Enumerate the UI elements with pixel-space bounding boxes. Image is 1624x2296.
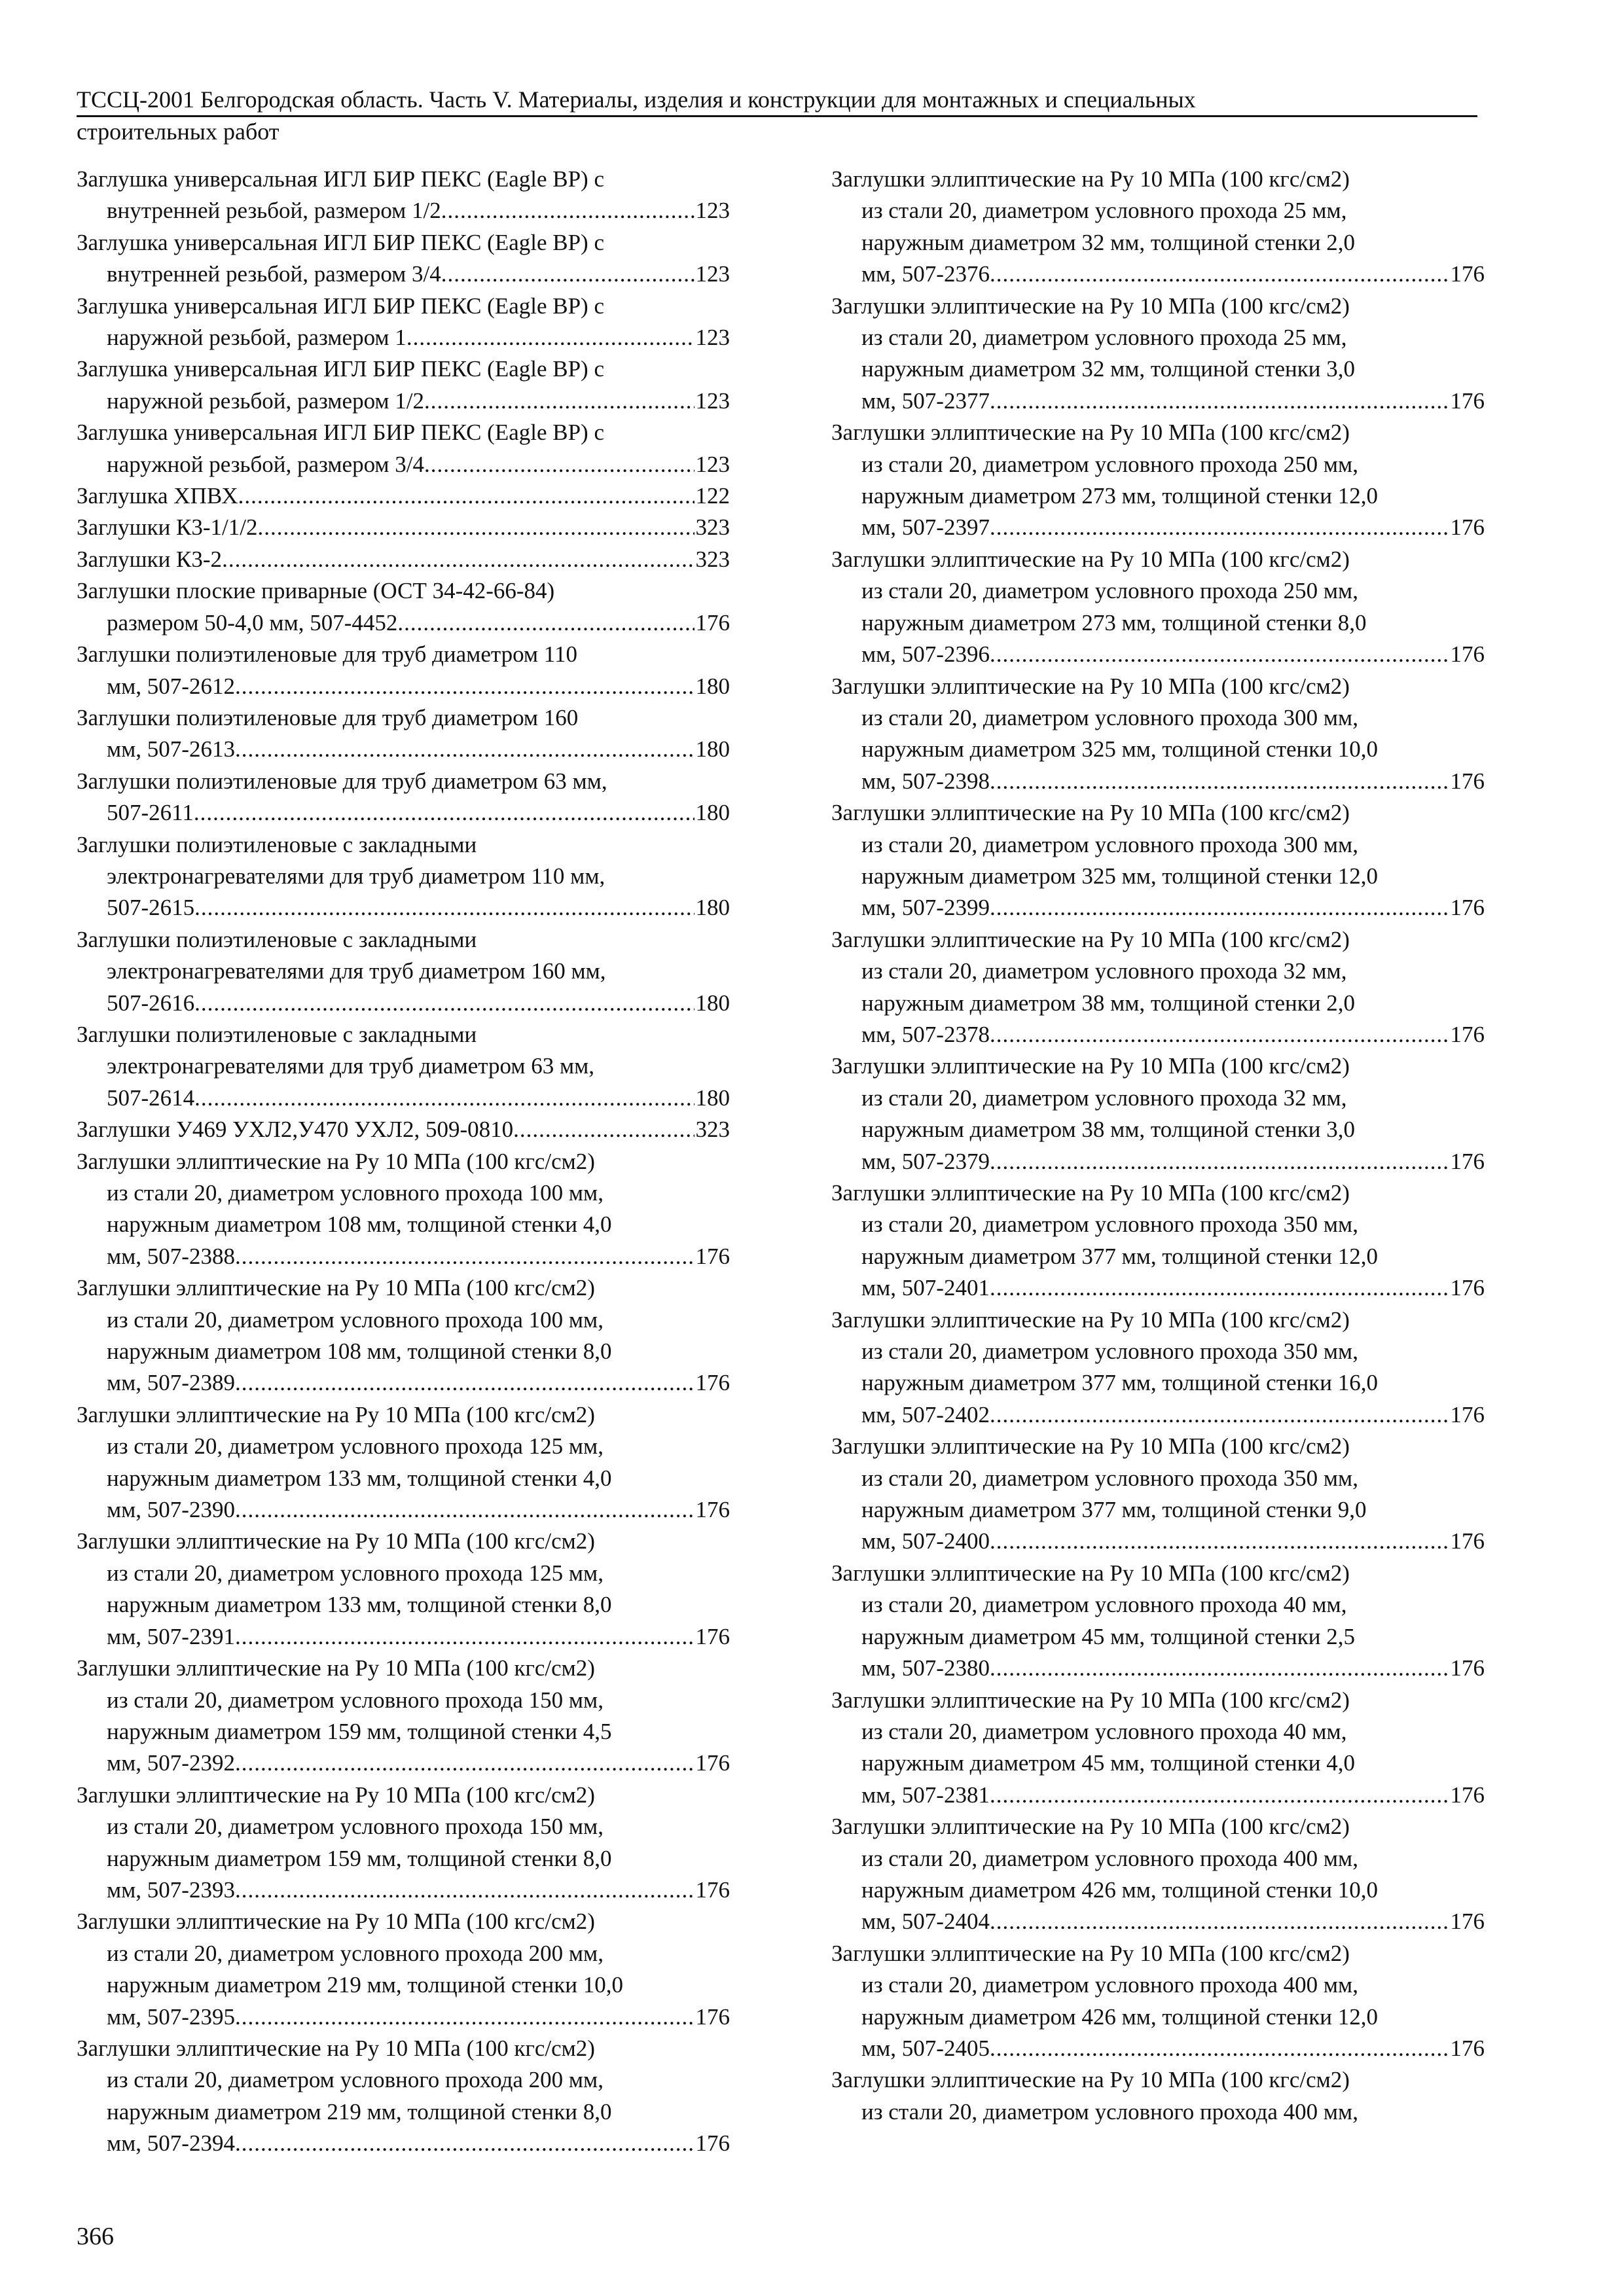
entry-text-line: электронагревателями для труб диаметром 63 мм, bbox=[107, 1053, 595, 1079]
entry-text-line: Заглушки полиэтиленовые с закладными bbox=[77, 831, 477, 857]
entry-page-number: 176 bbox=[1450, 387, 1485, 414]
entry-page-number: 176 bbox=[1450, 1148, 1485, 1174]
dot-leader bbox=[235, 1874, 695, 1906]
dot-leader bbox=[990, 766, 1449, 797]
entry-text-line: мм, 507-2397 bbox=[861, 514, 990, 541]
dot-leader bbox=[990, 2033, 1449, 2064]
entry-text-line: Заглушки эллиптические на Ру 10 МПа (100 кгс/см2) bbox=[831, 166, 1350, 192]
entry-text-line: наружным диаметром 426 мм, толщиной стенки 12,0 bbox=[861, 2003, 1378, 2030]
entry-text-line: Заглушки эллиптические на Ру 10 МПа (100 кгс/см2) bbox=[77, 1148, 595, 1174]
entry-text-line: мм, 507-2398 bbox=[861, 768, 990, 794]
entry-text-line: мм, 507-2380 bbox=[861, 1655, 990, 1681]
dot-leader bbox=[235, 1494, 695, 1526]
index-entry bbox=[831, 417, 1485, 544]
dot-leader bbox=[990, 386, 1449, 417]
index-entry bbox=[831, 1685, 1485, 1812]
entry-page-number: 180 bbox=[695, 990, 730, 1016]
entry-text-line: Заглушки полиэтиленовые для труб диаметром 110 bbox=[77, 641, 578, 668]
entry-text-line: Заглушки полиэтиленовые для труб диаметром 160 bbox=[77, 704, 579, 730]
index-entry bbox=[831, 291, 1485, 418]
entry-text-line: мм, 507-2612 bbox=[107, 673, 235, 699]
entry-text-line: мм, 507-2391 bbox=[107, 1623, 235, 1649]
entry-text-line: наружным диаметром 273 мм, толщиной стенки 12,0 bbox=[861, 483, 1378, 509]
entry-text-line: 507-2614 bbox=[107, 1085, 195, 1111]
index-entry bbox=[77, 1272, 730, 1399]
dot-leader bbox=[424, 449, 694, 480]
entry-text-line: электронагревателями для труб диаметром 160 мм, bbox=[107, 958, 606, 984]
entry-text-line: из стали 20, диаметром условного прохода 400 мм, bbox=[861, 2098, 1358, 2125]
index-column-right bbox=[831, 164, 1485, 2128]
entry-page-number: 176 bbox=[695, 2003, 730, 2030]
entry-page-number: 176 bbox=[1450, 261, 1485, 287]
entry-page-number: 176 bbox=[695, 2130, 730, 2157]
entry-text-line: Заглушка универсальная ИГЛ БИР ПЕКС (Eagle BP) с bbox=[77, 293, 604, 319]
entry-text-line: мм, 507-2393 bbox=[107, 1876, 235, 1903]
dot-leader bbox=[990, 1019, 1449, 1050]
entry-text-line: Заглушки К3-2 bbox=[77, 546, 223, 572]
entry-text-line: из стали 20, диаметром условного прохода 300 мм, bbox=[861, 831, 1358, 857]
entry-page-number: 176 bbox=[695, 1623, 730, 1649]
dot-leader bbox=[194, 797, 695, 829]
dot-leader bbox=[990, 1526, 1449, 1557]
entry-text-line: мм, 507-2399 bbox=[861, 895, 990, 921]
dot-leader bbox=[194, 988, 694, 1019]
index-entry bbox=[77, 1399, 730, 1526]
index-entry bbox=[77, 1906, 730, 2033]
dot-leader bbox=[513, 1114, 694, 1145]
index-entry bbox=[831, 671, 1485, 798]
dot-leader bbox=[990, 1146, 1449, 1177]
index-entry bbox=[831, 164, 1485, 291]
dot-leader bbox=[441, 195, 695, 226]
entry-text-line: из стали 20, диаметром условного прохода 25 мм, bbox=[861, 325, 1347, 351]
dot-leader bbox=[990, 1399, 1449, 1431]
entry-text-line: Заглушка ХПВХ bbox=[77, 483, 238, 509]
entry-page-number: 176 bbox=[1450, 768, 1485, 794]
index-entry bbox=[831, 797, 1485, 924]
entry-text-line: из стали 20, диаметром условного прохода 200 мм, bbox=[107, 2067, 604, 2093]
entry-text-line: наружным диаметром 377 мм, толщиной стенки 12,0 bbox=[861, 1243, 1378, 1269]
entry-text-line: из стали 20, диаметром условного прохода 150 мм, bbox=[107, 1814, 604, 1840]
entry-text-line: мм, 507-2378 bbox=[861, 1021, 990, 1047]
page-header bbox=[77, 85, 1477, 146]
index-entry bbox=[77, 164, 730, 227]
entry-text-line: из стали 20, диаметром условного прохода 25 мм, bbox=[861, 198, 1347, 224]
entry-text-line: мм, 507-2389 bbox=[107, 1370, 235, 1396]
entry-text-line: Заглушка универсальная ИГЛ БИР ПЕКС (Eagle BP) с bbox=[77, 356, 604, 382]
entry-page-number: 176 bbox=[695, 609, 730, 636]
index-entry bbox=[831, 1431, 1485, 1558]
dot-leader bbox=[235, 2001, 695, 2033]
entry-text-line: мм, 507-2376 bbox=[861, 261, 990, 287]
index-entry bbox=[77, 924, 730, 1019]
entry-text-line: Заглушка универсальная ИГЛ БИР ПЕКС (Eagle BP) с bbox=[77, 420, 604, 446]
dot-leader bbox=[990, 259, 1449, 290]
entry-text-line: из стали 20, диаметром условного прохода 150 мм, bbox=[107, 1687, 604, 1713]
entry-page-number: 176 bbox=[1450, 1275, 1485, 1301]
entry-page-number: 176 bbox=[1450, 1909, 1485, 1935]
entry-text-line: наружным диаметром 219 мм, толщиной стенки 10,0 bbox=[107, 1972, 623, 1998]
entry-page-number: 122 bbox=[695, 483, 730, 509]
entry-text-line: из стали 20, диаметром условного прохода 125 мм, bbox=[107, 1560, 604, 1586]
entry-text-line: наружным диаметром 133 мм, толщиной стенки 8,0 bbox=[107, 1592, 612, 1618]
entry-page-number: 123 bbox=[695, 261, 730, 287]
entry-text-line: наружной резьбой, размером 1/2 bbox=[107, 387, 425, 414]
entry-page-number: 176 bbox=[1450, 641, 1485, 668]
entry-page-number: 176 bbox=[1450, 1782, 1485, 1808]
entry-text-line: из стали 20, диаметром условного прохода 400 мм, bbox=[861, 1972, 1358, 1998]
index-entry bbox=[77, 766, 730, 829]
entry-text-line: мм, 507-2401 bbox=[861, 1275, 990, 1301]
index-entry bbox=[77, 512, 730, 543]
entry-text-line: наружным диаметром 377 мм, толщиной стенки 16,0 bbox=[861, 1370, 1378, 1396]
entry-page-number: 123 bbox=[695, 198, 730, 224]
index-entry bbox=[77, 353, 730, 417]
entry-text-line: Заглушки эллиптические на Ру 10 МПа (100 кгс/см2) bbox=[831, 1687, 1350, 1713]
entry-text-line: из стали 20, диаметром условного прохода 350 мм, bbox=[861, 1338, 1358, 1365]
entry-text-line: Заглушка универсальная ИГЛ БИР ПЕКС (Eagle BP) с bbox=[77, 229, 604, 255]
entry-text-line: из стали 20, диаметром условного прохода 350 мм, bbox=[861, 1211, 1358, 1238]
dot-leader bbox=[397, 607, 694, 639]
entry-page-number: 180 bbox=[695, 800, 730, 826]
index-entry bbox=[77, 829, 730, 924]
entry-text-line: электронагревателями для труб диаметром 110 мм, bbox=[107, 863, 605, 889]
entry-page-number: 180 bbox=[695, 736, 730, 762]
entry-page-number: 180 bbox=[695, 673, 730, 699]
entry-text-line: Заглушки эллиптические на Ру 10 МПа (100 кгс/см2) bbox=[831, 2067, 1350, 2093]
entry-text-line: наружным диаметром 325 мм, толщиной стенки 12,0 bbox=[861, 863, 1378, 889]
dot-leader bbox=[238, 480, 695, 512]
entry-text-line: из стали 20, диаметром условного прохода 250 мм, bbox=[861, 578, 1358, 604]
dot-leader bbox=[990, 1272, 1449, 1304]
entry-page-number: 176 bbox=[695, 1243, 730, 1269]
entry-text-line: наружным диаметром 325 мм, толщиной стенки 10,0 bbox=[861, 736, 1378, 762]
entry-text-line: из стали 20, диаметром условного прохода 100 мм, bbox=[107, 1306, 604, 1333]
index-entry bbox=[831, 1811, 1485, 1938]
entry-text-line: Заглушки эллиптические на Ру 10 МПа (100 кгс/см2) bbox=[77, 1275, 595, 1301]
index-entry bbox=[77, 480, 730, 512]
page-number: 366 bbox=[77, 2223, 114, 2250]
entry-text-line: наружным диаметром 377 мм, толщиной стенки 9,0 bbox=[861, 1497, 1367, 1523]
index-entry bbox=[831, 1050, 1485, 1177]
index-entry bbox=[77, 1780, 730, 1907]
index-entry bbox=[831, 544, 1485, 671]
entry-text-line: мм, 507-2400 bbox=[861, 1528, 990, 1554]
entry-text-line: мм, 507-2381 bbox=[861, 1782, 990, 1808]
index-entry bbox=[77, 1146, 730, 1273]
entry-text-line: мм, 507-2395 bbox=[107, 2003, 235, 2030]
entry-text-line: наружным диаметром 426 мм, толщиной стенки 10,0 bbox=[861, 1876, 1378, 1903]
index-entry bbox=[77, 544, 730, 575]
entry-text-line: 507-2616 bbox=[107, 990, 195, 1016]
entry-page-number: 180 bbox=[695, 1085, 730, 1111]
header-title-line1: ТССЦ-2001 Белгородская область. Часть V. Материалы, изделия и конструкции для монтажных и специальных bbox=[77, 85, 1477, 117]
entry-text-line: Заглушки эллиптические на Ру 10 МПа (100 кгс/см2) bbox=[831, 1180, 1350, 1206]
entry-text-line: 507-2611 bbox=[107, 800, 194, 826]
index-entry bbox=[77, 2033, 730, 2160]
entry-text-line: наружным диаметром 273 мм, толщиной стенки 8,0 bbox=[861, 609, 1367, 636]
entry-text-line: мм, 507-2613 bbox=[107, 736, 235, 762]
entry-text-line: наружным диаметром 108 мм, толщиной стенки 4,0 bbox=[107, 1211, 612, 1238]
entry-text-line: наружным диаметром 133 мм, толщиной стенки 4,0 bbox=[107, 1465, 612, 1491]
entry-text-line: Заглушки полиэтиленовые с закладными bbox=[77, 926, 477, 952]
entry-page-number: 323 bbox=[695, 546, 730, 572]
entry-text-line: наружным диаметром 45 мм, толщиной стенки 4,0 bbox=[861, 1750, 1355, 1776]
entry-text-line: мм, 507-2390 bbox=[107, 1497, 235, 1523]
entry-text-line: Заглушки полиэтиленовые для труб диаметром 63 мм, bbox=[77, 768, 607, 794]
entry-page-number: 176 bbox=[695, 1497, 730, 1523]
dot-leader bbox=[424, 386, 694, 417]
dot-leader bbox=[235, 671, 695, 702]
dot-leader bbox=[194, 1083, 694, 1114]
entry-text-line: Заглушки эллиптические на Ру 10 МПа (100 кгс/см2) bbox=[831, 926, 1350, 952]
entry-page-number: 123 bbox=[695, 451, 730, 477]
entry-text-line: Заглушки эллиптические на Ру 10 МПа (100 кгс/см2) bbox=[831, 1306, 1350, 1333]
entry-text-line: внутренней резьбой, размером 1/2 bbox=[107, 198, 441, 224]
dot-leader bbox=[990, 512, 1449, 543]
entry-page-number: 176 bbox=[695, 1750, 730, 1776]
entry-text-line: Заглушки эллиптические на Ру 10 МПа (100 кгс/см2) bbox=[831, 546, 1350, 572]
entry-text-line: Заглушки эллиптические на Ру 10 МПа (100 кгс/см2) bbox=[831, 800, 1350, 826]
entry-text-line: Заглушки плоские приварные (ОСТ 34-42-66-84) bbox=[77, 578, 555, 604]
entry-text-line: Заглушки эллиптические на Ру 10 МПа (100 кгс/см2) bbox=[831, 673, 1350, 699]
dot-leader bbox=[235, 734, 695, 765]
index-entry bbox=[831, 1938, 1485, 2065]
entry-text-line: Заглушки эллиптические на Ру 10 МПа (100 кгс/см2) bbox=[77, 1909, 595, 1935]
entry-text-line: мм, 507-2392 bbox=[107, 1750, 235, 1776]
entry-text-line: из стали 20, диаметром условного прохода 32 мм, bbox=[861, 1085, 1347, 1111]
index-entry bbox=[77, 1526, 730, 1653]
entry-page-number: 180 bbox=[695, 895, 730, 921]
index-entry bbox=[77, 1114, 730, 1145]
dot-leader bbox=[235, 1367, 695, 1399]
header-title-line2: строительных работ bbox=[77, 118, 280, 145]
entry-page-number: 176 bbox=[695, 1370, 730, 1396]
entry-text-line: Заглушки эллиптические на Ру 10 МПа (100 кгс/см2) bbox=[77, 1528, 595, 1554]
entry-text-line: наружным диаметром 38 мм, толщиной стенки 3,0 bbox=[861, 1117, 1355, 1143]
index-entry bbox=[77, 702, 730, 766]
entry-text-line: мм, 507-2377 bbox=[861, 387, 990, 414]
dot-leader bbox=[406, 322, 695, 353]
entry-text-line: Заглушки полиэтиленовые с закладными bbox=[77, 1021, 477, 1047]
entry-page-number: 176 bbox=[1450, 1528, 1485, 1554]
entry-page-number: 176 bbox=[1450, 895, 1485, 921]
entry-text-line: Заглушки эллиптические на Ру 10 МПа (100 кгс/см2) bbox=[831, 293, 1350, 319]
index-entry bbox=[831, 924, 1485, 1051]
dot-leader bbox=[441, 259, 695, 290]
index-entry bbox=[77, 291, 730, 354]
entry-text-line: из стали 20, диаметром условного прохода 200 мм, bbox=[107, 1940, 604, 1966]
entry-text-line: из стали 20, диаметром условного прохода 40 мм, bbox=[861, 1718, 1347, 1744]
dot-leader bbox=[990, 892, 1449, 924]
dot-leader bbox=[194, 892, 694, 924]
entry-page-number: 176 bbox=[695, 1876, 730, 1903]
entry-text-line: внутренней резьбой, размером 3/4 bbox=[107, 261, 441, 287]
entry-text-line: Заглушки эллиптические на Ру 10 МПа (100 кгс/см2) bbox=[77, 1655, 595, 1681]
entry-text-line: Заглушки эллиптические на Ру 10 МПа (100 кгс/см2) bbox=[77, 2035, 595, 2061]
entry-page-number: 123 bbox=[695, 387, 730, 414]
entry-text-line: Заглушки У469 УХЛ2,У470 УХЛ2, 509-0810 bbox=[77, 1117, 514, 1143]
entry-text-line: мм, 507-2404 bbox=[861, 1909, 990, 1935]
dot-leader bbox=[235, 1241, 695, 1272]
entry-text-line: из стали 20, диаметром условного прохода 300 мм, bbox=[861, 704, 1358, 730]
index-entry bbox=[77, 1019, 730, 1114]
dot-leader bbox=[990, 1780, 1449, 1811]
entry-text-line: Заглушки эллиптические на Ру 10 МПа (100 кгс/см2) bbox=[831, 1053, 1350, 1079]
entry-text-line: из стали 20, диаметром условного прохода 40 мм, bbox=[861, 1592, 1347, 1618]
entry-text-line: наружной резьбой, размером 1 bbox=[107, 325, 406, 351]
index-entry bbox=[77, 227, 730, 291]
index-entry bbox=[77, 1653, 730, 1780]
dot-leader bbox=[990, 1653, 1449, 1684]
entry-text-line: мм, 507-2402 bbox=[861, 1401, 990, 1427]
dot-leader bbox=[235, 1621, 695, 1653]
index-entry bbox=[831, 1558, 1485, 1685]
entry-text-line: мм, 507-2405 bbox=[861, 2035, 990, 2061]
entry-page-number: 323 bbox=[695, 514, 730, 541]
entry-text-line: из стали 20, диаметром условного прохода 125 мм, bbox=[107, 1433, 604, 1460]
entry-text-line: наружным диаметром 38 мм, толщиной стенки 2,0 bbox=[861, 990, 1355, 1016]
index-entry bbox=[77, 575, 730, 639]
index-column-left bbox=[77, 164, 730, 2160]
entry-text-line: из стали 20, диаметром условного прохода 250 мм, bbox=[861, 451, 1358, 477]
index-entry bbox=[77, 639, 730, 702]
dot-leader bbox=[235, 2128, 695, 2159]
dot-leader bbox=[990, 639, 1449, 670]
entry-text-line: размером 50-4,0 мм, 507-4452 bbox=[107, 609, 398, 636]
dot-leader bbox=[235, 1748, 695, 1779]
entry-text-line: наружным диаметром 45 мм, толщиной стенки 2,5 bbox=[861, 1623, 1355, 1649]
entry-text-line: мм, 507-2379 bbox=[861, 1148, 990, 1174]
entry-text-line: Заглушки эллиптические на Ру 10 МПа (100 кгс/см2) bbox=[831, 1940, 1350, 1966]
entry-text-line: 507-2615 bbox=[107, 895, 195, 921]
entry-page-number: 323 bbox=[695, 1117, 730, 1143]
entry-text-line: из стали 20, диаметром условного прохода 100 мм, bbox=[107, 1180, 604, 1206]
index-entry bbox=[77, 417, 730, 480]
dot-leader bbox=[258, 512, 695, 543]
entry-page-number: 176 bbox=[1450, 514, 1485, 541]
entry-text-line: из стали 20, диаметром условного прохода 32 мм, bbox=[861, 958, 1347, 984]
entry-text-line: Заглушки эллиптические на Ру 10 МПа (100 кгс/см2) bbox=[831, 1433, 1350, 1460]
index-entry bbox=[831, 2064, 1485, 2128]
entry-page-number: 176 bbox=[1450, 2035, 1485, 2061]
entry-text-line: мм, 507-2396 bbox=[861, 641, 990, 668]
entry-page-number: 176 bbox=[1450, 1021, 1485, 1047]
entry-text-line: наружным диаметром 219 мм, толщиной стенки 8,0 bbox=[107, 2098, 612, 2125]
entry-text-line: Заглушки эллиптические на Ру 10 МПа (100 кгс/см2) bbox=[831, 1814, 1350, 1840]
entry-text-line: наружным диаметром 32 мм, толщиной стенки 3,0 bbox=[861, 356, 1355, 382]
entry-text-line: наружным диаметром 32 мм, толщиной стенки 2,0 bbox=[861, 229, 1355, 255]
entry-page-number: 123 bbox=[695, 325, 730, 351]
entry-text-line: Заглушки эллиптические на Ру 10 МПа (100 кгс/см2) bbox=[77, 1401, 595, 1427]
entry-text-line: Заглушки эллиптические на Ру 10 МПа (100 кгс/см2) bbox=[831, 1560, 1350, 1586]
entry-text-line: наружным диаметром 159 мм, толщиной стенки 8,0 bbox=[107, 1845, 612, 1871]
entry-text-line: наружной резьбой, размером 3/4 bbox=[107, 451, 425, 477]
entry-page-number: 176 bbox=[1450, 1655, 1485, 1681]
entry-text-line: из стали 20, диаметром условного прохода 350 мм, bbox=[861, 1465, 1358, 1491]
entry-text-line: из стали 20, диаметром условного прохода 400 мм, bbox=[861, 1845, 1358, 1871]
entry-page-number: 176 bbox=[1450, 1401, 1485, 1427]
index-entry bbox=[831, 1177, 1485, 1304]
dot-leader bbox=[990, 1906, 1449, 1937]
entry-text-line: Заглушка универсальная ИГЛ БИР ПЕКС (Eagle BP) с bbox=[77, 166, 604, 192]
index-entry bbox=[831, 1304, 1485, 1431]
entry-text-line: мм, 507-2388 bbox=[107, 1243, 235, 1269]
entry-text-line: Заглушки эллиптические на Ру 10 МПа (100 кгс/см2) bbox=[831, 420, 1350, 446]
entry-text-line: наружным диаметром 159 мм, толщиной стенки 4,5 bbox=[107, 1718, 612, 1744]
dot-leader bbox=[222, 544, 694, 575]
entry-text-line: мм, 507-2394 bbox=[107, 2130, 235, 2157]
entry-text-line: Заглушки эллиптические на Ру 10 МПа (100 кгс/см2) bbox=[77, 1782, 595, 1808]
entry-text-line: наружным диаметром 108 мм, толщиной стенки 8,0 bbox=[107, 1338, 612, 1365]
entry-text-line: Заглушки К3-1/1/2 bbox=[77, 514, 258, 541]
